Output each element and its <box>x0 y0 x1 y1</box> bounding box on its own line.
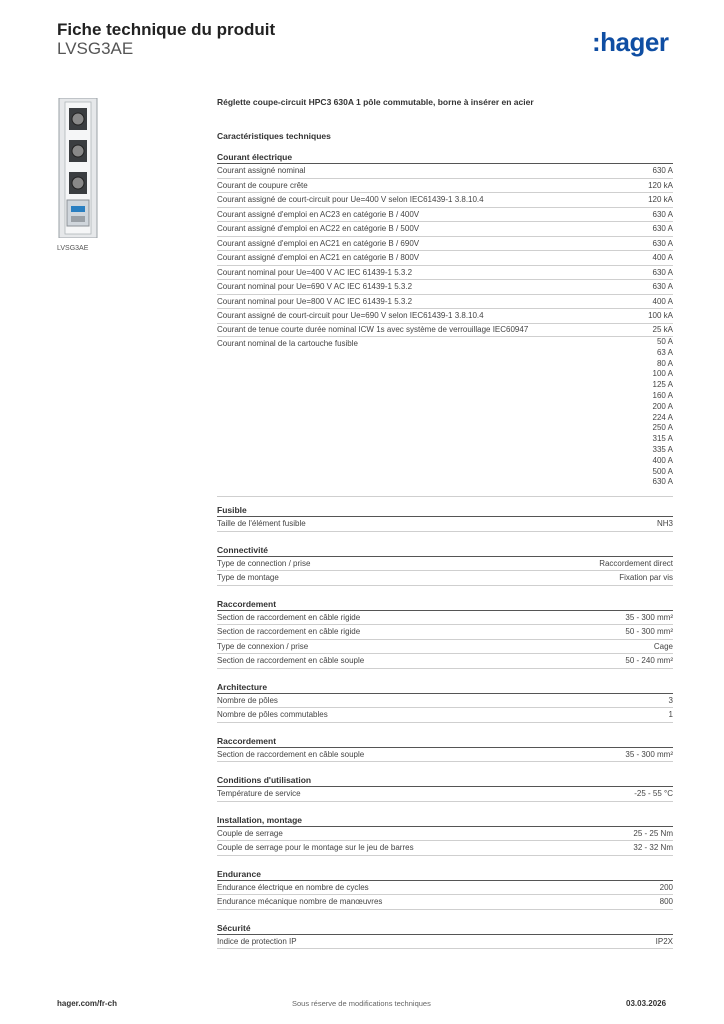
spec-value: 200 <box>659 882 673 892</box>
section-endurance <box>217 865 673 910</box>
spec-value: 25 kA <box>652 324 673 334</box>
spec-row <box>217 222 673 237</box>
spec-row <box>217 179 673 194</box>
section-connectivite <box>217 541 673 586</box>
spec-label: Courant de tenue courte durée nominal ICW 1s avec système de verrouillage IEC60947 <box>217 324 529 334</box>
spec-row <box>217 251 673 266</box>
spec-value: 500 A <box>652 466 673 476</box>
spec-value: Cage <box>653 641 673 651</box>
spec-row <box>217 640 673 655</box>
product-image-caption: LVSG3AE <box>57 245 89 252</box>
spec-value: 50 - 300 mm² <box>625 627 673 637</box>
page-title: Fiche technique du produit <box>57 20 276 39</box>
spec-row <box>217 337 673 497</box>
spec-label: Section de raccordement en câble souple <box>217 749 365 759</box>
section-fusible <box>217 501 673 532</box>
spec-value: 50 A <box>656 337 673 346</box>
spec-row <box>217 827 673 842</box>
spec-row <box>217 748 673 763</box>
spec-value: 315 A <box>652 434 673 444</box>
footer-date: 03.03.2026 <box>626 999 667 1008</box>
section-title: Sécurité <box>217 919 673 935</box>
section-raccordement-2 <box>217 732 673 763</box>
spec-label: Section de raccordement en câble rigide <box>217 612 361 622</box>
spec-value: 120 kA <box>648 180 673 190</box>
section-title: Architecture <box>217 678 673 694</box>
spec-label: Courant de coupure crête <box>217 180 308 190</box>
spec-value: Fixation par vis <box>619 573 673 583</box>
spec-row <box>217 895 673 910</box>
spec-row <box>217 164 673 179</box>
spec-value: 400 A <box>652 253 673 262</box>
spec-value: 224 A <box>652 412 673 422</box>
spec-label: Section de raccordement en câble souple <box>217 656 365 666</box>
product-description: Réglette coupe-circuit HPC3 630A 1 pôle commutable, borne à insérer en acier <box>217 97 534 107</box>
spec-value: 630 A <box>652 209 673 219</box>
spec-value: 125 A <box>652 380 673 390</box>
spec-row <box>217 787 673 802</box>
spec-row <box>217 611 673 626</box>
spec-label: Courant nominal pour Ue=400 V AC IEC 61439-1 5.3.2 <box>217 267 413 277</box>
spec-value: 100 A <box>652 369 673 379</box>
section-courant-electrique <box>217 148 673 497</box>
spec-label: Courant assigné d'emploi en AC21 en catégorie B / 800V <box>217 253 420 262</box>
spec-value: -25 - 55 °C <box>634 789 673 799</box>
spec-label: Courant assigné de court-circuit pour Ue=400 V selon IEC61439-1 3.8.10.4 <box>217 195 484 204</box>
spec-label: Section de raccordement en câble rigide <box>217 627 361 637</box>
spec-label: Endurance mécanique nombre de manœuvres <box>217 897 383 907</box>
spec-value: 630 A <box>652 166 673 175</box>
spec-value: 50 - 240 mm² <box>625 656 673 666</box>
spec-label: Courant assigné d'emploi en AC21 en catégorie B / 690V <box>217 238 420 248</box>
spec-value: 630 A <box>652 477 673 487</box>
spec-row <box>217 625 673 640</box>
section-title: Courant électrique <box>217 148 673 164</box>
spec-value: 800 <box>659 897 673 907</box>
spec-label: Type de montage <box>217 573 279 583</box>
spec-label: Endurance électrique en nombre de cycles <box>217 882 369 892</box>
section-securite <box>217 919 673 950</box>
spec-label: Courant assigné d'emploi en AC23 en catégorie B / 400V <box>217 209 420 219</box>
spec-row <box>217 309 673 324</box>
section-title: Conditions d'utilisation <box>217 771 673 787</box>
product-image <box>57 98 99 238</box>
spec-row <box>217 280 673 295</box>
spec-value: 80 A <box>656 358 673 368</box>
spec-value: 630 A <box>652 282 673 291</box>
spec-row <box>217 266 673 281</box>
spec-value: 335 A <box>652 444 673 454</box>
spec-value: 3 <box>668 695 673 705</box>
footer-website-link[interactable]: hager.com/fr-ch <box>57 999 118 1008</box>
spec-row <box>217 881 673 896</box>
spec-value: 160 A <box>652 390 673 400</box>
spec-value: 400 A <box>652 296 673 306</box>
spec-value: 400 A <box>652 455 673 465</box>
spec-value: 63 A <box>656 347 673 357</box>
footer-notice: Sous réserve de modifications techniques <box>292 999 431 1008</box>
spec-value: 630 A <box>652 267 673 277</box>
spec-row <box>217 324 673 338</box>
spec-row <box>217 708 673 723</box>
section-architecture <box>217 678 673 723</box>
spec-row <box>217 694 673 709</box>
spec-label: Courant nominal de la cartouche fusible <box>217 339 358 348</box>
spec-row <box>217 654 673 669</box>
section-installation-montage <box>217 811 673 856</box>
product-reference: LVSG3AE <box>57 39 134 58</box>
spec-label: Courant assigné de court-circuit pour Ue=690 V selon IEC61439-1 3.8.10.4 <box>217 311 484 320</box>
spec-label: Type de connexion / prise <box>217 641 309 651</box>
spec-label: Courant assigné d'emploi en AC22 en catégorie B / 500V <box>217 224 420 233</box>
logo-colon-icon: : <box>592 27 601 57</box>
spec-row <box>217 935 673 950</box>
specs-title: Caractéristiques techniques <box>217 131 331 141</box>
spec-label: Nombre de pôles commutables <box>217 710 328 720</box>
spec-label: Courant nominal pour Ue=690 V AC IEC 61439-1 5.3.2 <box>217 282 413 291</box>
spec-value: 1 <box>668 710 673 720</box>
section-title: Endurance <box>217 865 673 881</box>
spec-row <box>217 841 673 856</box>
spec-value: 630 A <box>652 238 673 248</box>
spec-label: Type de connection / prise <box>217 558 311 568</box>
section-title: Connectivité <box>217 541 673 557</box>
spec-value: IP2X <box>655 936 673 946</box>
spec-value: 32 - 32 Nm <box>633 843 673 853</box>
spec-label: Taille de l'élément fusible <box>217 519 306 529</box>
spec-label: Température de service <box>217 789 301 799</box>
spec-value: NH3 <box>656 519 673 529</box>
spec-row <box>217 208 673 223</box>
spec-row <box>217 571 673 586</box>
spec-value: 120 kA <box>648 195 673 204</box>
spec-value-list <box>653 337 673 488</box>
spec-label: Courant assigné nominal <box>217 166 306 175</box>
spec-value: 35 - 300 mm² <box>625 612 673 622</box>
spec-value: 200 A <box>652 401 673 411</box>
spec-label: Indice de protection IP <box>217 936 297 946</box>
section-title: Fusible <box>217 501 673 517</box>
spec-label: Courant nominal pour Ue=800 V AC IEC 61439-1 5.3.2 <box>217 296 413 306</box>
spec-value: Raccordement direct <box>599 558 673 568</box>
spec-label: Couple de serrage pour le montage sur le jeu de barres <box>217 843 414 853</box>
hager-logo[interactable] <box>592 27 668 58</box>
logo-text: hager <box>600 27 669 57</box>
specs-table <box>217 148 673 949</box>
spec-value: 630 A <box>652 224 673 233</box>
section-conditions-utilisation <box>217 771 673 802</box>
spec-row <box>217 517 673 532</box>
spec-label: Nombre de pôles <box>217 695 278 705</box>
section-raccordement <box>217 595 673 669</box>
section-title: Raccordement <box>217 732 673 748</box>
section-title: Installation, montage <box>217 811 673 827</box>
spec-row <box>217 557 673 572</box>
spec-row <box>217 295 673 310</box>
spec-value: 35 - 300 mm² <box>625 749 673 759</box>
spec-value: 100 kA <box>648 311 673 320</box>
spec-label: Couple de serrage <box>217 828 283 838</box>
spec-row <box>217 237 673 252</box>
spec-value: 25 - 25 Nm <box>633 828 673 838</box>
spec-row <box>217 193 673 208</box>
section-title: Raccordement <box>217 595 673 611</box>
spec-value: 250 A <box>652 423 673 433</box>
